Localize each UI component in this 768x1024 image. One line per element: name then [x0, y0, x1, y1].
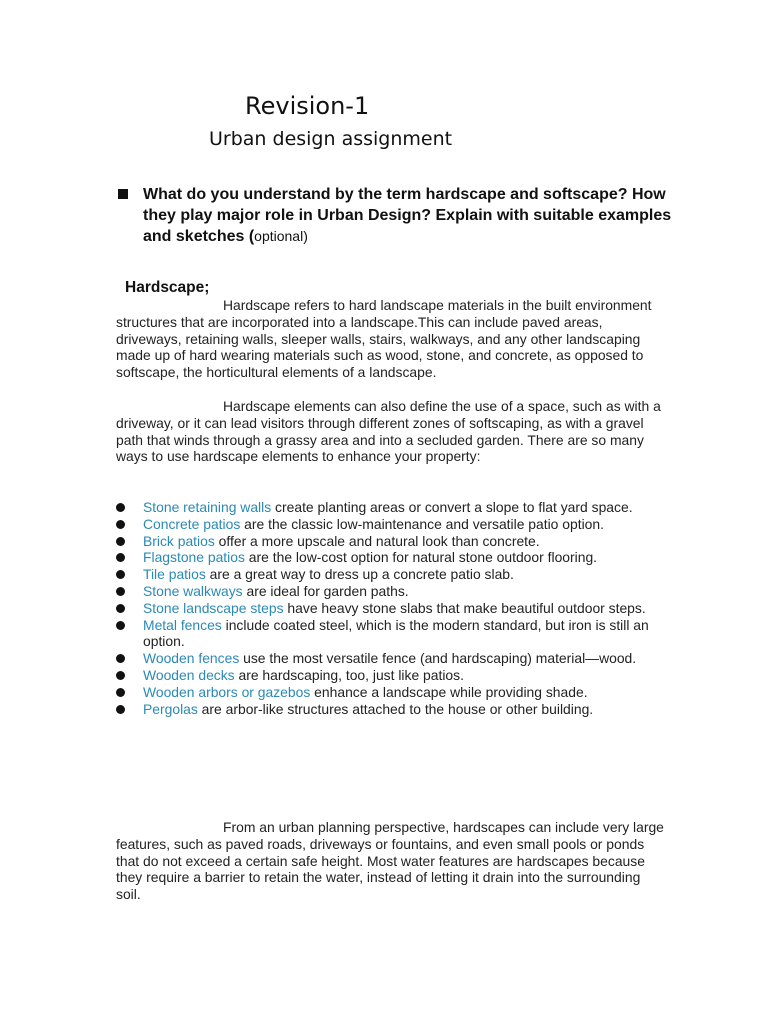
assignment-question: [118, 184, 678, 247]
bullet-dot-icon: [116, 604, 125, 613]
list-item-link[interactable]: Concrete patios: [143, 515, 241, 532]
square-bullet-icon: [118, 189, 128, 199]
list-item-link[interactable]: Tile patios: [143, 566, 206, 583]
list-item-link[interactable]: Wooden fences: [143, 650, 240, 667]
list-item-link[interactable]: Pergolas: [143, 700, 198, 717]
list-item-link[interactable]: Stone retaining walls: [143, 499, 272, 515]
bullet-dot-icon: [116, 520, 125, 529]
hardscape-examples-list: [116, 499, 676, 717]
hardscape-elements-paragraph: Hardscape elements can also define the use of a space, such as with a driveway, or it can lead visitors through different zones of softscaping, as with a gravel path that winds through a grassy area and into a secluded garden. There are so many ways to use hardscape elements to enhance your property:: [116, 398, 661, 465]
bullet-dot-icon: [116, 570, 125, 579]
list-item: Stone retaining walls create planting areas or convert a slope to flat yard space.: [116, 499, 676, 516]
list-item: Tile patios are a great way to dress up a concrete patio slab.: [116, 566, 676, 583]
urban-planning-paragraph: From an urban planning perspective, hardscapes can include very large features, such as paved roads, driveways or fountains, and even small pools or ponds that do not exceed a certain safe height. Most water features are hardscapes because they require a barrier to retain the water, instead of letting it drain into the surrounding soil.: [116, 819, 664, 903]
bullet-dot-icon: [116, 553, 125, 562]
list-item-link[interactable]: Metal fences: [143, 616, 222, 633]
list-item-link[interactable]: Wooden arbors or gazebos: [143, 683, 311, 700]
list-item-link[interactable]: Wooden decks: [143, 666, 235, 683]
optional-note: optional): [254, 228, 308, 244]
bullet-dot-icon: [116, 688, 125, 697]
list-item-link[interactable]: Stone walkways: [143, 582, 243, 599]
bullet-dot-icon: [116, 654, 125, 663]
page-title: Revision-1: [245, 92, 370, 120]
bullet-dot-icon: [116, 671, 125, 680]
question-text: What do you understand by the term hardscape and softscape? How they play major role in Urban Design? Explain with suitable examples and sketches (optional): [143, 186, 672, 245]
bullet-dot-icon: [116, 537, 125, 546]
bullet-dot-icon: [116, 705, 125, 714]
section-heading: Hardscape;: [125, 279, 210, 296]
list-item-link[interactable]: Stone landscape steps: [143, 599, 284, 616]
bullet-dot-icon: [116, 587, 125, 596]
list-item: Stone landscape steps have heavy stone slabs that make beautiful outdoor steps.: [116, 600, 676, 617]
list-item: Wooden arbors or gazebos enhance a landscape while providing shade.: [116, 684, 676, 701]
bullet-dot-icon: [116, 503, 125, 512]
hardscape-definition-paragraph: Hardscape refers to hard landscape materials in the built environment structures that are incorporated into a landscape.This can include paved areas, driveways, retaining walls, sleeper walls, stairs, walkways, and any other landscaping made up of hard wearing materials such as wood, stone, and concrete, as opposed to softscape, the horticultural elements of a landscape.: [116, 297, 652, 381]
list-item-link[interactable]: Flagstone patios: [143, 549, 245, 566]
bullet-dot-icon: [116, 621, 125, 630]
list-item: Wooden fences use the most versatile fence (and hardscaping) material—wood.: [116, 650, 676, 667]
page-subtitle: Urban design assignment: [209, 128, 453, 150]
list-item: Flagstone patios are the low-cost option for natural stone outdoor flooring.: [116, 549, 676, 566]
list-item-link[interactable]: Brick patios: [143, 532, 215, 549]
list-item: Brick patios offer a more upscale and natural look than concrete.: [116, 533, 676, 550]
list-item: Concrete patios are the classic low-maintenance and versatile patio option.: [116, 516, 676, 533]
list-item: Metal fences include coated steel, which is the modern standard, but iron is still an option.: [116, 617, 676, 651]
list-item: Pergolas are arbor-like structures attached to the house or other building.: [116, 701, 676, 718]
list-item: Stone walkways are ideal for garden paths.: [116, 583, 676, 600]
list-item: Wooden decks are hardscaping, too, just like patios.: [116, 667, 676, 684]
